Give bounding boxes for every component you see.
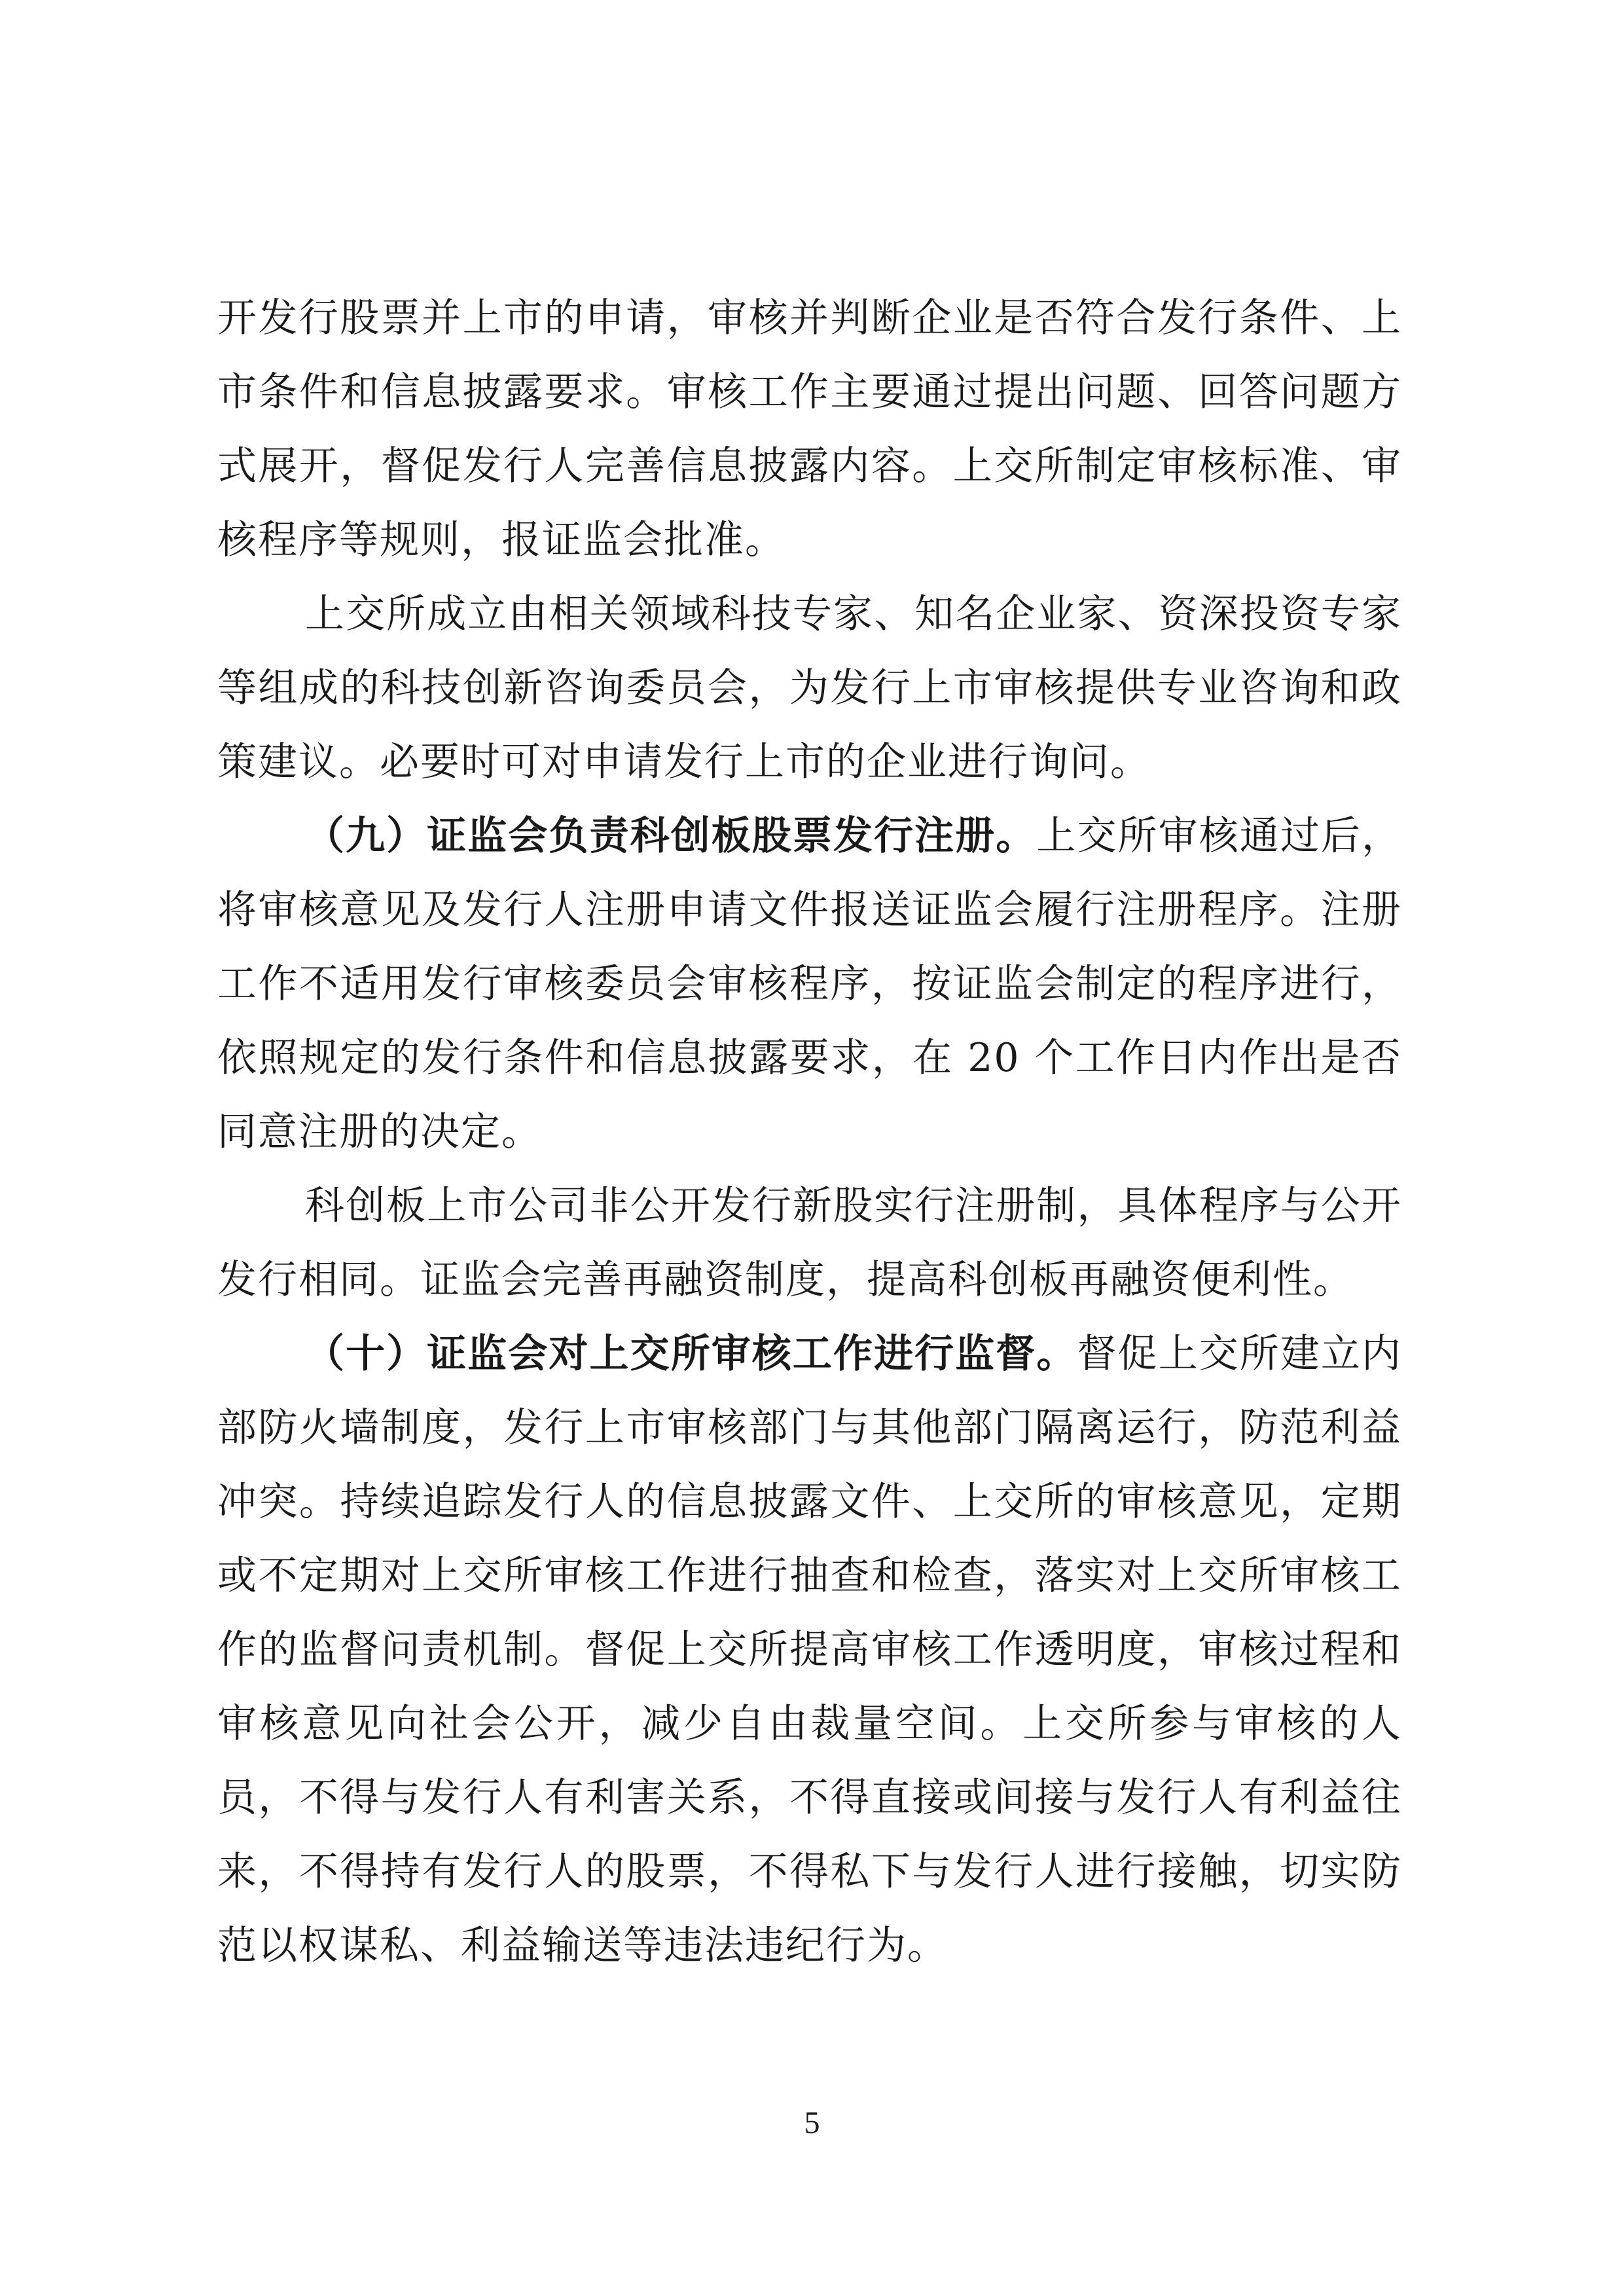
body-text (217, 282, 1402, 1983)
section-heading-ten: （十）证监会对上交所审核工作进行监督。 (305, 1331, 1077, 1377)
paragraph-section-nine (217, 799, 1402, 1169)
paragraph-text: 上交所成立由相关领域科技专家、知名企业家、资深投资专家等组成的科技创新咨询委员会，为发行上市审核提供专业咨询和政策建议。必要时可对申请发行上市的企业进行询问。 (217, 591, 1402, 785)
page-number: 5 (804, 2105, 820, 2140)
paragraph-review-process (217, 282, 1402, 577)
paragraph-text: 科创板上市公司非公开发行新股实行注册制，具体程序与公开发行相同。证监会完善再融资制度，提高科创板再融资便利性。 (217, 1183, 1402, 1303)
section-heading-nine: （九）证监会负责科创板股票发行注册。 (305, 813, 1037, 859)
paragraph-advisory-committee (217, 577, 1402, 799)
paragraph-text: 开发行股票并上市的申请，审核并判断企业是否符合发行条件、上市条件和信息披露要求。审核工作主要通过提出问题、回答问题方式展开，督促发行人完善信息披露内容。上交所制定审核标准、审核程序等规则，报证监会批准。 (217, 295, 1402, 563)
paragraph-private-offering (217, 1169, 1402, 1317)
paragraph-text: 上交所审核通过后，将审核意见及发行人注册申请文件报送证监会履行注册程序。注册工作不适用发行审核委员会审核程序，按证监会制定的程序进行，依照规定的发行条件和信息披露要求，在 20 个工作日内作出是否同意注册的决定。 (217, 813, 1403, 1155)
paragraph-section-ten (217, 1317, 1402, 1983)
paragraph-text: 督促上交所建立内部防火墙制度，发行上市审核部门与其他部门隔离运行，防范利益冲突。持续追踪发行人的信息披露文件、上交所的审核意见，定期或不定期对上交所审核工作进行抽查和检查，落实对上交所审核工作的监督问责机制。督促上交所提高审核工作透明度，审核过程和审核意见向社会公开，减少自由裁量空间。上交所参与审核的人员，不得与发行人有利害关系，不得直接或间接与发行人有利益往来，不得持有发行人的股票，不得私下与发行人进行接触，切实防范以权谋私、利益输送等违法违纪行为。 (217, 1331, 1403, 1969)
